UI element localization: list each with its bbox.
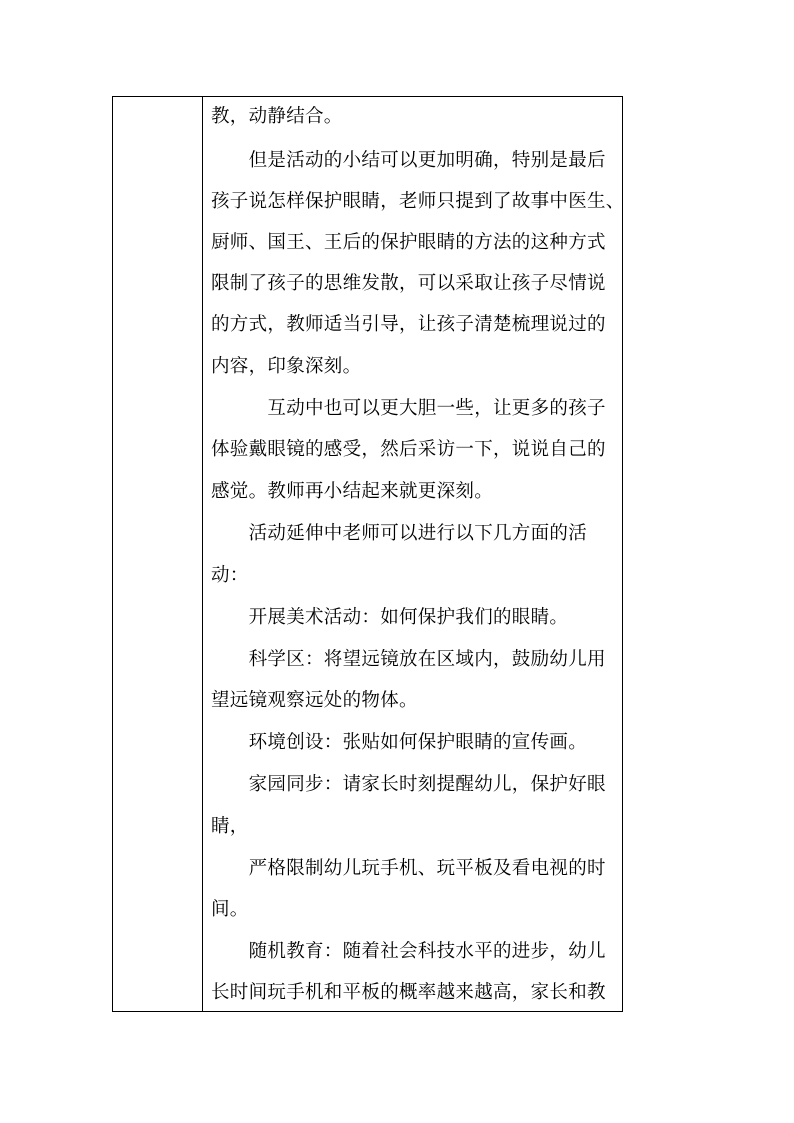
text-line: 限制了孩子的思维发散，可以采取让孩子尽情说: [211, 273, 606, 294]
text-line: 家园同步：请家长时刻提醒幼儿，保护好眼: [211, 774, 606, 795]
text-line: 但是活动的小结可以更加明确，特别是最后: [211, 150, 606, 171]
text-line: 环境创设：张贴如何保护眼睛的宣传画。: [211, 732, 588, 753]
text-line: 严格限制幼儿玩手机、玩平板及看电视的时: [211, 858, 606, 879]
text-line: 互动中也可以更大胆一些，让更多的孩子: [211, 398, 606, 419]
text-line: 开展美术活动：如何保护我们的眼睛。: [211, 607, 569, 628]
text-line: 的方式，教师适当引导，让孩子清楚梳理说过的: [211, 314, 606, 335]
text-line: 长时间玩手机和平板的概率越来越高，家长和教: [211, 982, 606, 1003]
content-cell: [203, 97, 625, 1011]
text-line: 体验戴眼镜的感受，然后采访一下，说说自己的: [211, 439, 606, 460]
text-line: 随机教育：随着社会科技水平的进步，幼儿: [211, 941, 606, 962]
text-line: 教，动静结合。: [211, 106, 343, 127]
document-table: [112, 96, 623, 1012]
text-line: 活动延伸中老师可以进行以下几方面的活: [211, 523, 588, 544]
text-line: 厨师、国王、王后的保护眼睛的方法的这种方式: [211, 232, 606, 253]
text-line: 感觉。教师再小结起来就更深刻。: [211, 481, 494, 502]
text-line: 内容，印象深刻。: [211, 356, 362, 377]
text-line: 孩子说怎样保护眼睛，老师只提到了故事中医生、: [211, 191, 625, 212]
text-line: 科学区：将望远镜放在区域内，鼓励幼儿用: [211, 649, 606, 670]
text-line: 间。: [211, 899, 249, 920]
text-line: 望远镜观察远处的物体。: [211, 690, 418, 711]
text-line: 动：: [211, 565, 249, 586]
text-line: 睛，: [211, 816, 249, 837]
